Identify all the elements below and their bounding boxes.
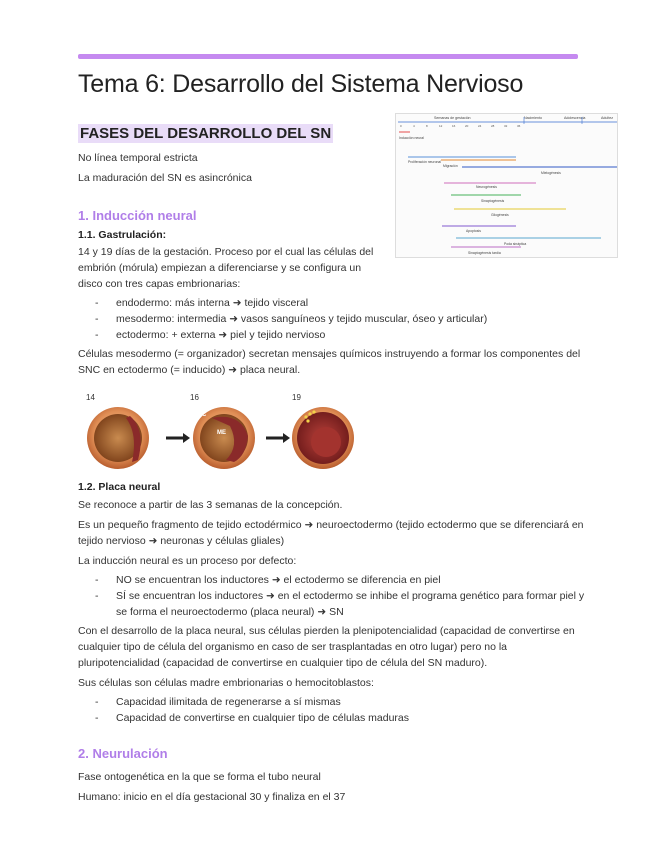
development-timeline-figure	[395, 113, 618, 258]
list-dash: -	[95, 712, 99, 724]
timeline-tick-label: 28	[491, 124, 495, 128]
placa-neural-heading: 1.2. Placa neural	[78, 481, 161, 493]
mesodermo-para-line-1: Células mesodermo (= organizador) secretan mensajes químicos instruyendo a formar los componentes del	[78, 348, 581, 360]
timeline-tick-label: 16	[452, 124, 456, 128]
arrow-icon	[166, 433, 190, 443]
timeline-label-adulthood: Adultez	[601, 116, 613, 120]
embryo-illustration	[80, 390, 360, 474]
embryo-day-14	[87, 407, 149, 469]
list-dash: -	[95, 313, 99, 325]
intro-line-1: No línea temporal estricta	[78, 152, 198, 164]
stem-item-1: Capacidad ilimitada de regenerarse a sí mismas	[116, 696, 341, 708]
timeline-tick-label: 24	[478, 124, 482, 128]
timeline-tick-label: 0	[400, 124, 402, 128]
timeline-svg	[396, 114, 619, 259]
gastrulacion-para-line-3: disco con tres capas embrionarias:	[78, 278, 241, 290]
list-dash: -	[95, 590, 99, 602]
me-label: ME	[217, 430, 226, 436]
embryo-day-16	[193, 407, 255, 469]
placa-para-e: Sus células son células madre embrionarias o hemocitoblastos:	[78, 677, 374, 689]
neurulacion-para-2: Humano: inicio en el día gestacional 30 y finaliza en el 37	[78, 791, 346, 803]
placa-para-d-line-1: Con el desarrollo de la placa neural, sus células pierden la plenipotencialidad (capacidad de convertirse en	[78, 625, 575, 637]
embryo-day-16-label: 16	[190, 393, 199, 402]
gastrulacion-heading: 1.1. Gastrulación:	[78, 229, 167, 241]
timeline-bar-label: Apoptosis	[466, 229, 481, 233]
header-accent-bar	[78, 54, 578, 59]
timeline-bar-label: Proliferación neuronal	[408, 160, 441, 164]
default-item-2-line-2: se forma el neuroectodermo (placa neural) ➜ SN	[116, 606, 344, 618]
stem-item-2: Capacidad de convertirse en cualquier tipo de células maduras	[116, 712, 410, 724]
embryo-day-19	[292, 407, 354, 469]
section-induccion-heading: 1. Inducción neural	[78, 208, 197, 223]
timeline-tick-label: 8	[426, 124, 428, 128]
placa-para-b-line-2: tejido nervioso ➜ neuronas y células gliales)	[78, 535, 285, 547]
placa-para-d-line-3: pluripotencialidad (capacidad de convertirse en cualquier tipo de célula del SN maduro).	[78, 657, 488, 669]
arrow-icon	[266, 433, 290, 443]
list-dash: -	[95, 297, 99, 309]
timeline-tick-label: 36	[517, 124, 521, 128]
timeline-bar-label: Migración	[443, 164, 458, 168]
list-dash: -	[95, 329, 99, 341]
gastrulacion-para-line-2: embrión (mórula) empiezan a diferenciarse y se configura un	[78, 262, 362, 274]
timeline-label-birth: Nacimiento	[524, 116, 542, 120]
layer-endodermo: endodermo: más interna ➜ tejido visceral	[116, 297, 309, 309]
timeline-bar-label: Gliogénesis	[491, 213, 509, 217]
intro-line-2: La maduración del SN es asincrónica	[78, 172, 252, 184]
timeline-bar-label: Sinaptogénesis tardía	[468, 251, 501, 255]
placa-para-b-line-1: Es un pequeño fragmento de tejido ectodérmico ➜ neuroectodermo (tejido ectodermo que se diferenciará en	[78, 519, 584, 531]
placa-para-a: Se reconoce a partir de las 3 semanas de la concepción.	[78, 499, 343, 511]
timeline-tick-label: 12	[439, 124, 443, 128]
default-item-1: NO se encuentran los inductores ➜ el ectodermo se diferencia en piel	[116, 574, 441, 586]
default-item-2-line-1: SÍ se encuentran los inductores ➜ en el ectodermo se inhibe el programa genético para formar piel y	[116, 590, 585, 602]
timeline-label-gestation: Semanas de gestación	[434, 116, 471, 120]
embryo-day-14-label: 14	[86, 393, 95, 402]
embryo-day-19-label: 19	[292, 393, 301, 402]
timeline-bar-label: Mielogénesis	[541, 171, 561, 175]
timeline-bar-label: Neurogénesis	[476, 185, 497, 189]
timeline-bar-label: Inducción neural	[399, 136, 424, 140]
layer-mesodermo: mesodermo: intermedia ➜ vasos sanguíneos y tejido muscular, óseo y articular)	[116, 313, 488, 325]
section-neurulacion-heading: 2. Neurulación	[78, 746, 168, 761]
placa-para-c: La inducción neural es un proceso por defecto:	[78, 555, 297, 567]
gastrulacion-para-line-1: 14 y 19 días de la gestación. Proceso por el cual las células del	[78, 246, 374, 258]
timeline-tick-label: 32	[504, 124, 508, 128]
timeline-bars	[399, 132, 617, 255]
ec-label: EC	[198, 412, 207, 418]
timeline-bar-label: Sinaptogénesis	[481, 199, 505, 203]
timeline-bar-label: Poda sináptica	[504, 242, 527, 246]
timeline-ticks	[400, 124, 521, 128]
timeline-tick-label: 20	[465, 124, 469, 128]
layer-ectodermo: ectodermo: + externa ➜ piel y tejido nervioso	[116, 329, 326, 341]
timeline-tick-label: 4	[413, 124, 415, 128]
mesodermo-para-line-2: SNC en ectodermo (= inducido) ➜ placa neural.	[78, 364, 301, 376]
list-dash: -	[95, 696, 99, 708]
timeline-label-adolescence: Adolescencia	[564, 116, 586, 120]
placa-para-d-line-2: cualquier tipo de célula del organismo en caso de ser trasplantadas en otro lugar) pero no la	[78, 641, 508, 653]
list-dash: -	[95, 574, 99, 586]
page-title: Tema 6: Desarrollo del Sistema Nervioso	[78, 70, 524, 98]
fases-heading: FASES DEL DESARROLLO DEL SN	[80, 125, 332, 142]
neurulacion-para-1: Fase ontogenética en la que se forma el tubo neural	[78, 771, 321, 783]
